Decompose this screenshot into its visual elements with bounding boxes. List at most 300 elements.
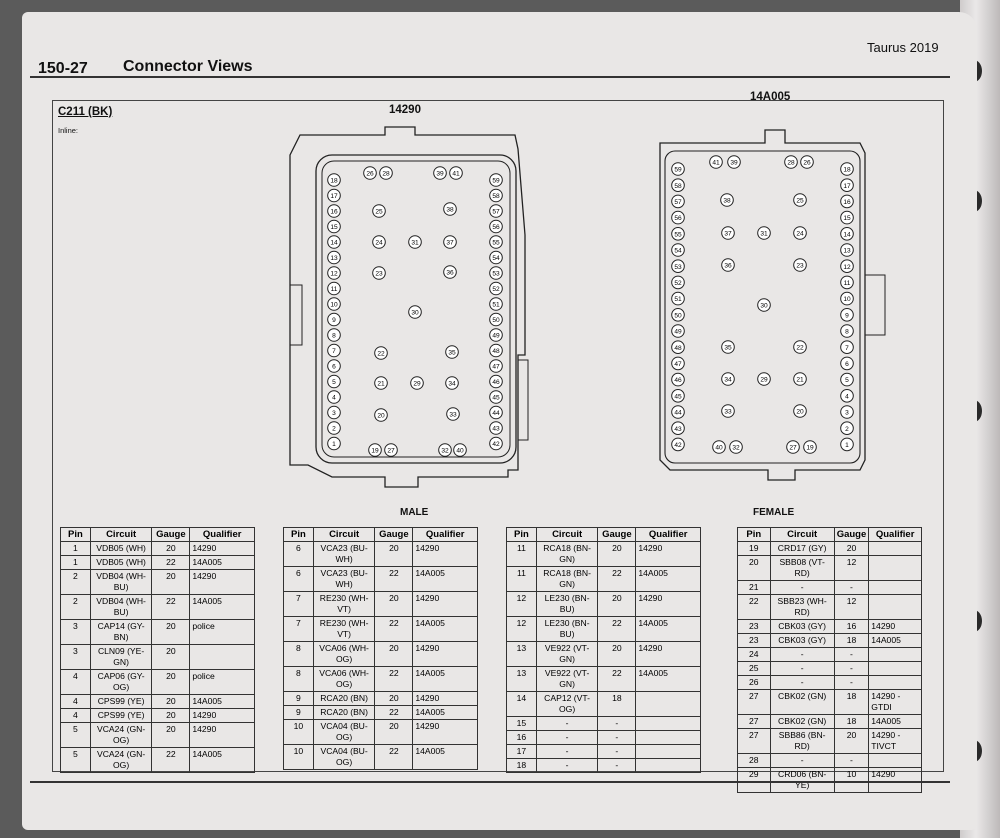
pin-30 (758, 299, 771, 312)
table-cell: 14290 (190, 542, 255, 556)
pin-label: 21 (377, 380, 385, 388)
table-cell: 20 (375, 720, 413, 745)
pin-label: 56 (674, 215, 682, 223)
pin-label: 45 (492, 394, 500, 402)
pin-44 (672, 406, 685, 419)
pin-label: 37 (446, 239, 454, 247)
male-part-number: 14290 (389, 104, 421, 116)
table-cell: - (536, 731, 598, 745)
pin-21 (375, 377, 388, 390)
table-cell: 6 (284, 567, 314, 592)
pin-39 (728, 156, 741, 169)
table-cell: VE922 (VT-GN) (536, 642, 598, 667)
pin-label: 7 (332, 348, 336, 356)
table-cell: 22 (375, 617, 413, 642)
pin-label: 24 (796, 230, 804, 238)
table-row (738, 729, 922, 754)
pin-42 (490, 437, 503, 450)
pin-12 (328, 267, 341, 280)
pin-3 (328, 406, 341, 419)
table-cell: LE230 (BN-BU) (536, 617, 598, 642)
pin-8 (841, 325, 854, 338)
table-cell: VCA06 (WH-OG) (313, 667, 375, 692)
table-cell: - (770, 662, 834, 676)
pin-label: 36 (446, 269, 454, 277)
table-cell: CAP12 (VT-OG) (536, 692, 598, 717)
table-cell: 19 (738, 542, 771, 556)
pin-label: 29 (413, 380, 421, 388)
pin-28 (785, 156, 798, 169)
table-cell: CBK03 (GY) (770, 620, 834, 634)
table-cell: CRD06 (BN-YE) (770, 768, 834, 793)
pin-50 (672, 309, 685, 322)
pin-label: 18 (843, 166, 851, 174)
pin-9 (328, 313, 341, 326)
table-row (738, 676, 922, 690)
pin-6 (841, 357, 854, 370)
pin-label: 3 (332, 410, 336, 418)
table-cell: - (834, 662, 869, 676)
pin-6 (328, 360, 341, 373)
pin-label: 54 (674, 247, 682, 255)
pin-label: 33 (724, 408, 732, 416)
table-cell: 14A005 (190, 695, 255, 709)
table-cell: CBK02 (GN) (770, 690, 834, 715)
table-cell: VDB05 (WH) (90, 556, 152, 570)
pin-label: 35 (448, 349, 456, 357)
table-cell: 1 (61, 542, 91, 556)
pin-label: 9 (332, 317, 336, 325)
table-cell: 22 (375, 567, 413, 592)
table-row (284, 567, 478, 592)
table-cell (869, 542, 922, 556)
pin-label: 57 (492, 208, 500, 216)
table-row (61, 709, 255, 723)
pin-53 (490, 267, 503, 280)
table-cell: VCA24 (GN-OG) (90, 748, 152, 773)
table-cell (636, 731, 701, 745)
pin-54 (490, 251, 503, 264)
pin-label: 51 (674, 296, 682, 304)
table-row (507, 759, 701, 773)
table-cell: VCA04 (BU-OG) (313, 720, 375, 745)
female-part-number: 14A005 (750, 91, 791, 103)
table-cell: 18 (598, 692, 636, 717)
page-title: Connector Views (123, 58, 253, 75)
pin-table-2 (283, 527, 478, 770)
pin-label: 36 (724, 262, 732, 270)
pin-27 (385, 444, 398, 457)
pin-35 (446, 346, 459, 359)
table-cell: 18 (834, 634, 869, 648)
pin-label: 42 (492, 441, 500, 449)
table-cell: 18 (834, 690, 869, 715)
table-cell: 20 (598, 542, 636, 567)
pin-label: 30 (760, 302, 768, 310)
pin-34 (722, 373, 735, 386)
pin-14 (841, 228, 854, 241)
column-header: Gauge (598, 528, 636, 542)
pin-20 (375, 409, 388, 422)
table-cell: 20 (598, 592, 636, 617)
table-cell: 11 (507, 542, 537, 567)
table-cell (869, 556, 922, 581)
pin-4 (841, 390, 854, 403)
table-cell: 6 (284, 542, 314, 567)
pin-4 (328, 391, 341, 404)
pin-8 (328, 329, 341, 342)
table-cell: 22 (598, 567, 636, 592)
table-cell: 22 (152, 748, 190, 773)
pin-45 (490, 391, 503, 404)
pin-label: 28 (382, 170, 390, 178)
pin-label: 11 (330, 286, 338, 294)
table-cell: 12 (834, 556, 869, 581)
table-cell: 14290 (190, 570, 255, 595)
table-row (284, 667, 478, 692)
table-row (507, 717, 701, 731)
pin-2 (841, 422, 854, 435)
footer-rule (30, 781, 950, 783)
table-row (738, 662, 922, 676)
table-cell: 20 (375, 542, 413, 567)
pin-label: 17 (843, 182, 851, 190)
table-cell: 20 (152, 723, 190, 748)
table-cell: VCA04 (BU-OG) (313, 745, 375, 770)
pin-label: 26 (366, 170, 374, 178)
pin-label: 37 (724, 230, 732, 238)
pin-label: 28 (787, 159, 795, 167)
pin-20 (794, 405, 807, 418)
pin-16 (841, 195, 854, 208)
table-cell: 14A005 (190, 748, 255, 773)
pin-1 (328, 437, 341, 450)
table-cell: - (536, 759, 598, 773)
pin-7 (328, 344, 341, 357)
pin-label: 32 (441, 447, 449, 455)
table-cell: 20 (152, 645, 190, 670)
table-row (507, 617, 701, 642)
table-cell: 9 (284, 706, 314, 720)
table-cell: 28 (738, 754, 771, 768)
pin-label: 31 (760, 230, 768, 238)
table-cell: - (598, 731, 636, 745)
pin-40 (713, 441, 726, 454)
column-header: Pin (61, 528, 91, 542)
table-row (61, 645, 255, 670)
pin-label: 4 (332, 394, 336, 402)
pin-label: 41 (712, 159, 720, 167)
column-header: Qualifier (413, 528, 478, 542)
pin-label: 59 (492, 177, 500, 185)
table-row (61, 748, 255, 773)
pin-32 (730, 441, 743, 454)
pin-label: 2 (845, 425, 849, 433)
table-cell: CBK03 (GY) (770, 634, 834, 648)
pin-label: 4 (845, 393, 849, 401)
pin-53 (672, 260, 685, 273)
pin-26 (801, 156, 814, 169)
table-cell: 20 (152, 709, 190, 723)
pin-label: 14 (330, 239, 338, 247)
pin-39 (434, 167, 447, 180)
table-row (738, 634, 922, 648)
table-cell: RCA18 (BN-GN) (536, 567, 598, 592)
table-cell: - (770, 754, 834, 768)
pin-23 (794, 259, 807, 272)
table-cell: 20 (152, 670, 190, 695)
pin-43 (672, 422, 685, 435)
table-cell: VE922 (VT-GN) (536, 667, 598, 692)
pin-23 (373, 267, 386, 280)
table-cell: 5 (61, 723, 91, 748)
pin-label: 31 (411, 239, 419, 247)
table-cell: CAP06 (GY-OG) (90, 670, 152, 695)
pin-label: 16 (843, 199, 851, 206)
table-cell: 14290 - TIVCT (869, 729, 922, 754)
pin-label: 11 (843, 280, 851, 287)
pin-27 (787, 441, 800, 454)
table-cell (190, 645, 255, 670)
table-row (738, 620, 922, 634)
table-cell: 14290 (413, 542, 478, 567)
table-cell: VCA06 (WH-OG) (313, 642, 375, 667)
table-cell: 14A005 (190, 595, 255, 620)
table-cell: 14290 - GTDI (869, 690, 922, 715)
table-cell (869, 662, 922, 676)
table-cell: CPS99 (YE) (90, 695, 152, 709)
table-cell: 13 (507, 642, 537, 667)
table-row (738, 542, 922, 556)
table-row (284, 720, 478, 745)
table-cell: RE230 (WH-VT) (313, 617, 375, 642)
pin-table-3 (506, 527, 701, 773)
table-cell: 14290 (413, 692, 478, 706)
pin-label: 52 (674, 280, 682, 287)
pin-label: 39 (436, 170, 444, 178)
table-cell: 26 (738, 676, 771, 690)
pin-label: 53 (674, 263, 682, 271)
table-cell: CAP14 (GY-BN) (90, 620, 152, 645)
table-cell: 14A005 (413, 706, 478, 720)
pin-label: 40 (456, 447, 464, 455)
pin-label: 44 (492, 410, 500, 418)
pin-label: 46 (492, 379, 500, 387)
pin-label: 53 (492, 270, 500, 278)
pin-36 (444, 266, 457, 279)
pin-25 (373, 205, 386, 218)
pin-24 (794, 227, 807, 240)
pin-label: 6 (332, 363, 336, 371)
pin-label: 55 (674, 231, 682, 239)
pin-label: 17 (330, 193, 338, 201)
table-cell: 14A005 (869, 715, 922, 729)
column-header: Circuit (770, 528, 834, 542)
page-number: 150-27 (38, 60, 88, 77)
table-cell: 20 (375, 592, 413, 617)
table-row (284, 745, 478, 770)
pin-49 (672, 325, 685, 338)
pin-43 (490, 422, 503, 435)
table-cell: RCA18 (BN-GN) (536, 542, 598, 567)
table-row (284, 617, 478, 642)
table-cell: CLN09 (YE-GN) (90, 645, 152, 670)
table-cell: 23 (738, 634, 771, 648)
table-cell (869, 595, 922, 620)
table-cell: 13 (507, 667, 537, 692)
table-row (738, 648, 922, 662)
column-header: Gauge (375, 528, 413, 542)
pin-label: 35 (724, 344, 732, 352)
pin-17 (328, 189, 341, 202)
table-cell: 20 (738, 556, 771, 581)
table-row (284, 692, 478, 706)
table-cell: - (598, 745, 636, 759)
pin-21 (794, 373, 807, 386)
pin-56 (672, 211, 685, 224)
column-header: Qualifier (636, 528, 701, 542)
pin-26 (364, 167, 377, 180)
table-cell: 16 (834, 620, 869, 634)
table-cell: 5 (61, 748, 91, 773)
pin-label: 30 (411, 309, 419, 317)
table-cell: 14290 (869, 768, 922, 793)
table-row (738, 768, 922, 793)
pin-46 (490, 375, 503, 388)
table-cell: - (770, 676, 834, 690)
table-row (738, 556, 922, 581)
pin-table-4 (737, 527, 922, 793)
table-cell: 17 (507, 745, 537, 759)
table-cell: 14A005 (413, 667, 478, 692)
pin-46 (672, 373, 685, 386)
table-cell: SBB86 (BN-RD) (770, 729, 834, 754)
pin-label: 20 (377, 412, 385, 420)
table-cell: SBB23 (WH-RD) (770, 595, 834, 620)
pin-33 (447, 408, 460, 421)
pin-42 (672, 438, 685, 451)
column-header: Pin (284, 528, 314, 542)
pin-label: 48 (492, 348, 500, 356)
table-cell: 12 (507, 592, 537, 617)
pin-57 (672, 195, 685, 208)
pin-14 (328, 236, 341, 249)
table-row (507, 642, 701, 667)
pin-18 (328, 174, 341, 187)
pin-label: 2 (332, 425, 336, 433)
pin-37 (444, 236, 457, 249)
pin-label: 38 (723, 197, 731, 205)
table-cell: 27 (738, 715, 771, 729)
table-cell: 11 (507, 567, 537, 592)
pin-41 (710, 156, 723, 169)
table-cell: RCA20 (BN) (313, 692, 375, 706)
table-cell: 14A005 (636, 567, 701, 592)
pin-47 (490, 360, 503, 373)
pin-29 (758, 373, 771, 386)
table-row (284, 592, 478, 617)
pin-label: 38 (446, 206, 454, 214)
pin-40 (454, 444, 467, 457)
table-cell (636, 745, 701, 759)
table-cell: 12 (507, 617, 537, 642)
pin-59 (672, 163, 685, 176)
pin-label: 23 (375, 270, 383, 278)
table-cell: 22 (598, 667, 636, 692)
table-cell (636, 692, 701, 717)
table-cell: VDB05 (WH) (90, 542, 152, 556)
pin-37 (722, 227, 735, 240)
table-cell: 10 (834, 768, 869, 793)
table-row (284, 706, 478, 720)
table-cell: 14290 (636, 592, 701, 617)
table-cell: CBK02 (GN) (770, 715, 834, 729)
table-row (61, 570, 255, 595)
pin-label: 18 (330, 177, 338, 185)
pin-38 (721, 194, 734, 207)
table-cell: LE230 (BN-BU) (536, 592, 598, 617)
table-row (507, 731, 701, 745)
female-connector-diagram (650, 125, 890, 485)
table-cell: 20 (375, 692, 413, 706)
table-cell: SBB08 (VT-RD) (770, 556, 834, 581)
table-row (507, 667, 701, 692)
table-cell: 14A005 (413, 745, 478, 770)
column-header: Pin (738, 528, 771, 542)
table-cell: 14290 (413, 642, 478, 667)
pin-label: 42 (674, 442, 682, 449)
table-row (738, 595, 922, 620)
table-cell: 14A005 (636, 617, 701, 642)
table-cell: - (834, 676, 869, 690)
pin-label: 57 (674, 199, 682, 206)
pin-24 (373, 236, 386, 249)
table-cell: VDB04 (WH-BU) (90, 595, 152, 620)
pin-label: 19 (806, 444, 814, 452)
table-cell: 4 (61, 670, 91, 695)
pin-9 (841, 309, 854, 322)
pin-44 (490, 406, 503, 419)
table-cell: - (536, 717, 598, 731)
pin-label: 12 (843, 263, 851, 271)
pin-table-1 (60, 527, 255, 773)
pin-label: 50 (492, 317, 500, 325)
pin-label: 9 (845, 312, 849, 320)
table-cell: 8 (284, 667, 314, 692)
table-row (507, 592, 701, 617)
table-cell: 21 (738, 581, 771, 595)
table-cell: - (770, 581, 834, 595)
pin-label: 46 (674, 377, 682, 385)
pin-51 (672, 292, 685, 305)
pin-label: 7 (845, 344, 849, 352)
pin-label: 10 (843, 296, 851, 304)
table-row (284, 542, 478, 567)
pin-label: 43 (492, 425, 500, 433)
pin-49 (490, 329, 503, 342)
table-cell: 20 (598, 642, 636, 667)
pin-label: 27 (789, 444, 797, 452)
pin-label: 12 (330, 270, 338, 278)
pin-15 (841, 211, 854, 224)
table-cell: 22 (375, 745, 413, 770)
table-cell: 2 (61, 595, 91, 620)
table-cell: VDB04 (WH-BU) (90, 570, 152, 595)
table-cell: 22 (375, 667, 413, 692)
pin-label: 58 (492, 193, 500, 201)
table-cell: 14290 (413, 720, 478, 745)
table-row (507, 542, 701, 567)
